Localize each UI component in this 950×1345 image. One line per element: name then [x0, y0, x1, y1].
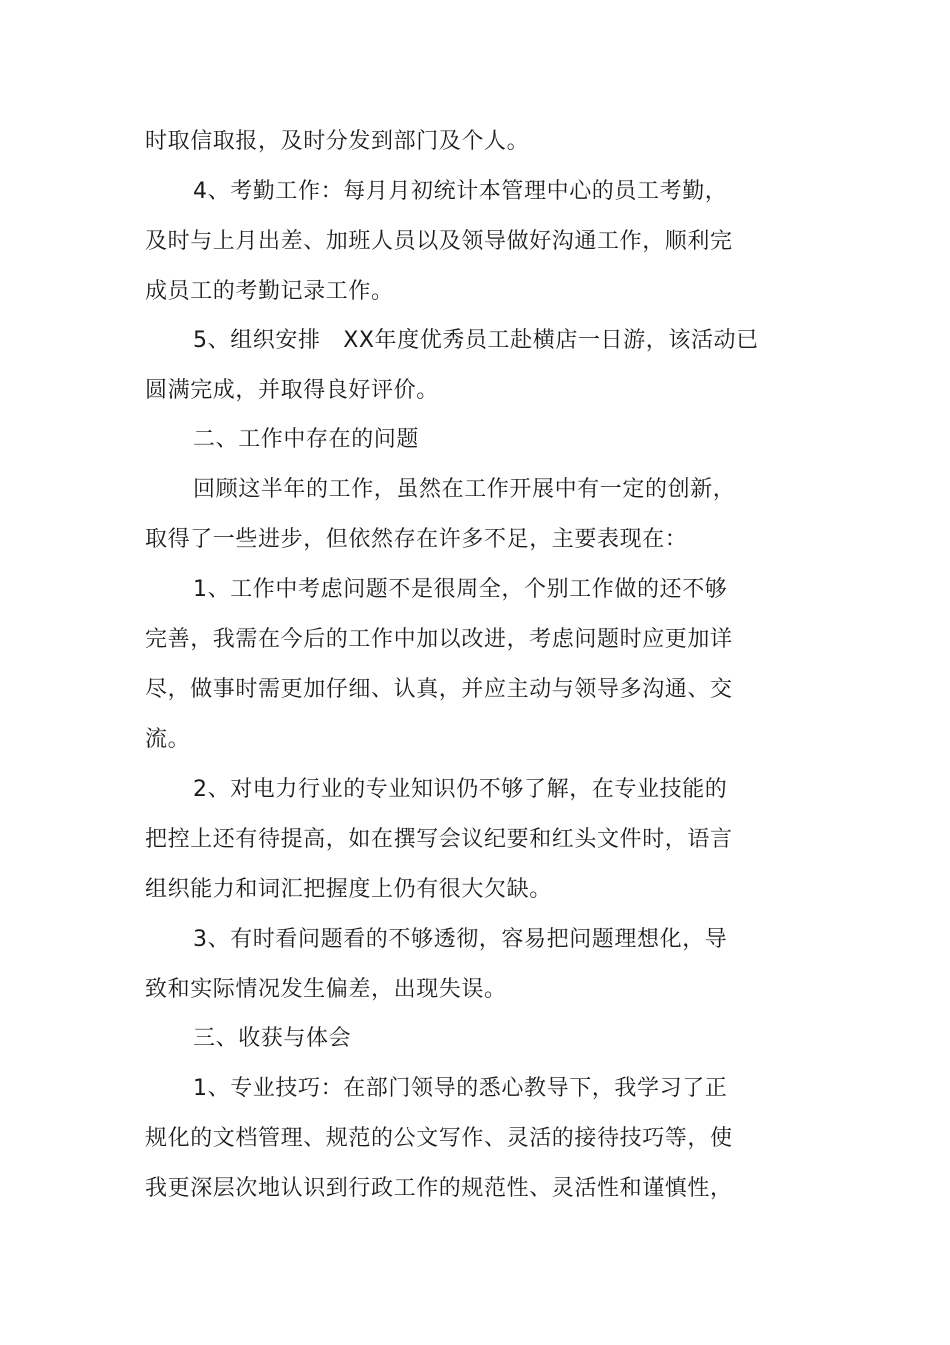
text-line: 完善，我需在今后的工作中加以改进，考虑问题时应更加详 [145, 627, 733, 652]
text-line: 1、专业技巧：在部门领导的悉心教导下，我学习了正 [193, 1076, 728, 1101]
text-line: 我更深层次地认识到行政工作的规范性、灵活性和谨慎性， [145, 1176, 733, 1201]
text-line: 1、工作中考虑问题不是很周全，个别工作做的还不够 [193, 577, 728, 602]
text-line: 及时与上月出差、加班人员以及领导做好沟通工作，顺利完 [145, 229, 733, 254]
section-heading: 二、工作中存在的问题 [193, 427, 420, 452]
text-line: 致和实际情况发生偏差，出现失误。 [145, 977, 507, 1002]
text-line: 组织能力和词汇把握度上仍有很大欠缺。 [145, 877, 552, 902]
text-line: 成员工的考勤记录工作。 [145, 279, 394, 304]
text-line: 圆满完成，并取得良好评价。 [145, 378, 439, 403]
text-line: 3、有时看问题看的不够透彻，容易把问题理想化，导 [193, 927, 728, 952]
section-heading: 三、收获与体会 [193, 1026, 352, 1051]
text-line: 2、对电力行业的专业知识仍不够了解，在专业技能的 [193, 777, 728, 802]
text-line: 把控上还有待提高，如在撰写会议纪要和红头文件时，语言 [145, 827, 733, 852]
text-line: 时取信取报，及时分发到部门及个人。 [145, 129, 530, 154]
text-line: 尽，做事时需更加仔细、认真，并应主动与领导多沟通、交 [145, 677, 733, 702]
text-line: 规化的文档管理、规范的公文写作、灵活的接待技巧等，使 [145, 1126, 733, 1151]
text-line: 流。 [145, 727, 191, 752]
text-line: 5、组织安排 XX年度优秀员工赴横店一日游，该活动已 [193, 328, 759, 353]
text-line: 回顾这半年的工作，虽然在工作开展中有一定的创新， [193, 477, 736, 502]
text-line: 4、考勤工作：每月月初统计本管理中心的员工考勤， [193, 179, 728, 204]
text-line: 取得了一些进步，但依然存在许多不足，主要表现在： [145, 527, 688, 552]
